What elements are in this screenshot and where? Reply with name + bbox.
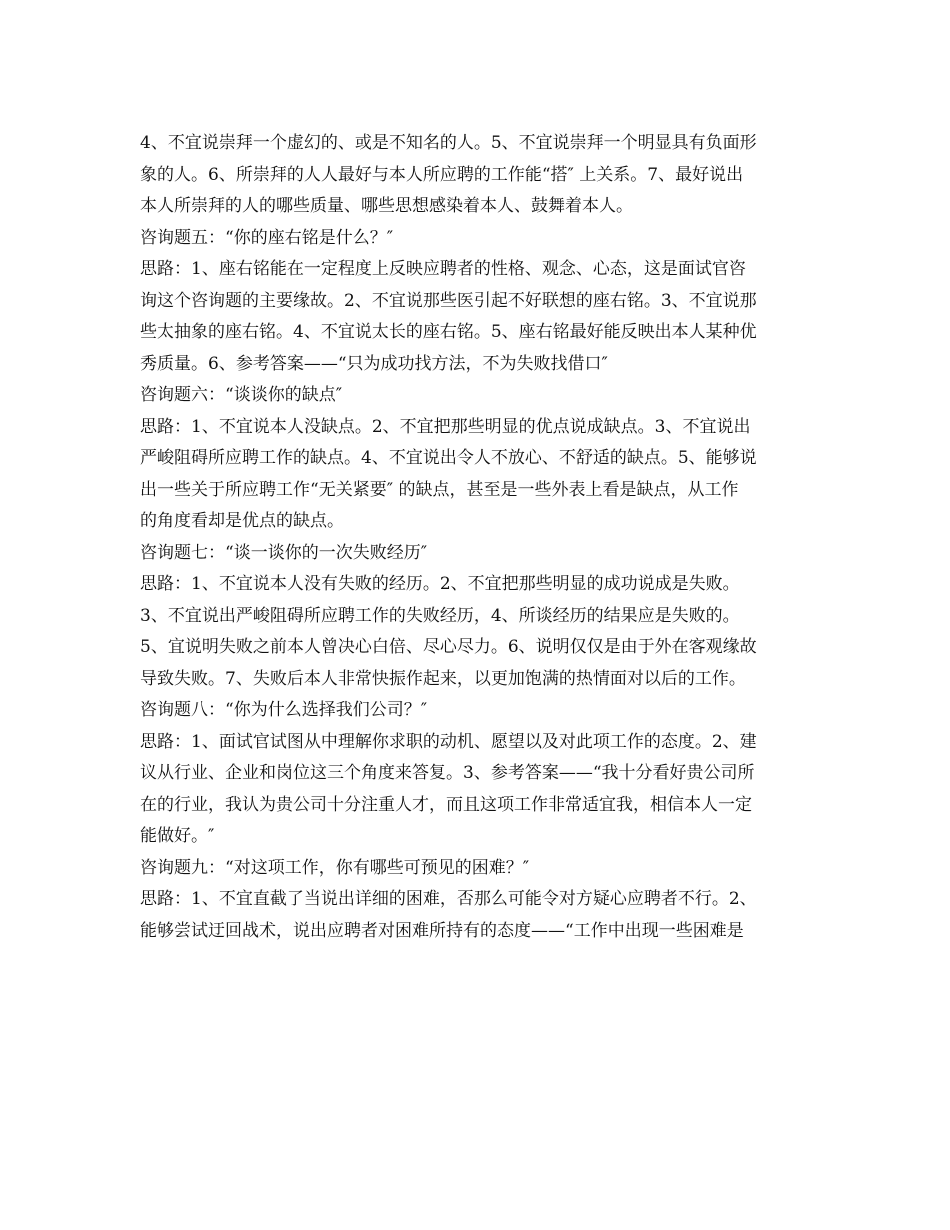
document-body bbox=[140, 128, 820, 947]
text-line: 的角度看却是优点的缺点。 bbox=[140, 511, 344, 531]
question-heading: 咨询题八：“你为什么选择我们公司？″ bbox=[140, 700, 428, 720]
text-line: 导致失败。7、失败后本人非常快振作起来，以更加饱满的热情面对以后的工作。 bbox=[140, 668, 746, 689]
text-line: 思路：1、不宜说本人没有失败的经历。2、不宜把那些明显的成功说成是失败。 bbox=[140, 574, 740, 594]
text-line: 能做好。″ bbox=[140, 826, 215, 846]
text-line: 思路：1、面试官试图从中理解你求职的动机、愿望以及对此项工作的态度。2、建 bbox=[140, 731, 757, 752]
text-line: 秀质量。6、参考答案——“只为成功找方法，不为失败找借口″ bbox=[140, 353, 608, 374]
text-line: 询这个咨询题的主要缘故。2、不宜说那些医引起不好联想的座右铭。3、不宜说那 bbox=[140, 290, 757, 311]
question-heading: 咨询题六：“谈谈你的缺点″ bbox=[140, 385, 343, 405]
text-line: 出一些关于所应聘工作“无关紧要″ 的缺点，甚至是一些外表上看是缺点，从工作 bbox=[140, 479, 739, 500]
text-line: 本人所崇拜的人的哪些质量、哪些思想感染着本人、鼓舞着本人。 bbox=[140, 196, 633, 216]
text-line: 在的行业，我认为贵公司十分注重人才，而且这项工作非常适宜我，相信本人一定 bbox=[140, 794, 752, 815]
text-line: 3、不宜说出严峻阻碍所应聘工作的失败经历，4、所谈经历的结果应是失败的。 bbox=[140, 605, 740, 626]
text-line: 4、不宜说崇拜一个虚幻的、或是不知名的人。5、不宜说崇拜一个明显具有负面形 bbox=[140, 133, 757, 153]
text-line: 议从行业、企业和岗位这三个角度来答复。3、参考答案——“我十分看好贵公司所 bbox=[140, 763, 755, 783]
question-heading: 咨询题五：“你的座右铭是什么？″ bbox=[140, 227, 394, 248]
text-line: 思路：1、座右铭能在一定程度上反映应聘者的性格、观念、心态，这是面试官咨 bbox=[140, 259, 746, 279]
text-line: 严峻阻碍所应聘工作的缺点。4、不宜说出令人不放心、不舒适的缺点。5、能够说 bbox=[140, 448, 757, 468]
text-line: 些太抽象的座右铭。4、不宜说太长的座右铭。5、座右铭最好能反映出本人某种优 bbox=[140, 322, 757, 342]
question-heading: 咨询题七：“谈一谈你的一次失败经历″ bbox=[140, 542, 428, 563]
text-line: 5、宜说明失败之前本人曾决心白倍、尽心尽力。6、说明仅仅是由于外在客观缘故 bbox=[140, 637, 757, 657]
question-heading: 咨询题九：“对这项工作，你有哪些可预见的困难？″ bbox=[140, 857, 530, 878]
text-line: 象的人。6、所崇拜的人人最好与本人所应聘的工作能“搭″ 上关系。7、最好说出 bbox=[140, 164, 744, 185]
text-line: 能够尝试迂回战术，说出应聘者对困难所持有的态度——“工作中出现一些困难是 bbox=[140, 920, 744, 941]
text-line: 思路：1、不宜直截了当说出详细的困难，否那么可能令对方疑心应聘者不行。2、 bbox=[140, 889, 757, 909]
text-line: 思路：1、不宜说本人没缺点。2、不宜把那些明显的优点说成缺点。3、不宜说出 bbox=[140, 416, 751, 437]
